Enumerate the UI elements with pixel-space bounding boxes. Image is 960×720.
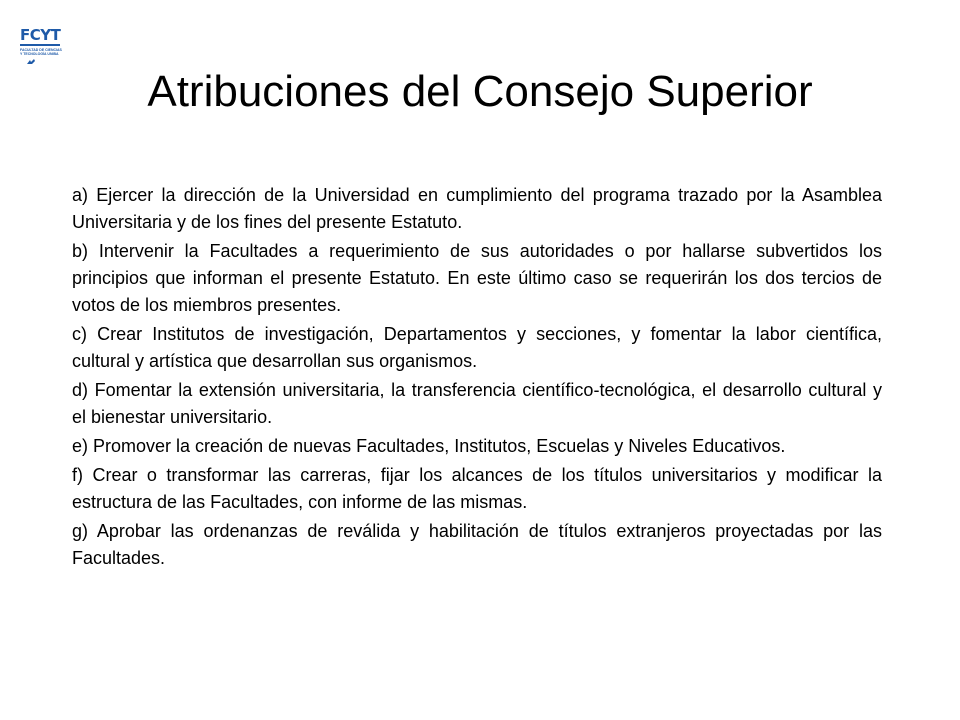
attribution-item-f: f) Crear o transformar las carreras, fijar los alcances de los títulos universitarios y modificar la estructura de las Facultades, con informe de las mismas. [72, 465, 882, 512]
attribution-item-c: c) Crear Institutos de investigación, Departamentos y secciones, y fomentar la labor científica, cultural y artística que desarrollan sus organismos. [72, 324, 882, 371]
logo-subtitle: FACULTAD DE CIENCIAS Y TECNOLOGÍA UNIBA [20, 48, 62, 56]
attributions-list [72, 182, 882, 574]
slide-title: Atribuciones del Consejo Superior [147, 67, 813, 116]
attribution-item-d: d) Fomentar la extensión universitaria, la transferencia científico-tecnológica, el desarrollo cultural y el bienestar universitario. [72, 380, 882, 427]
attribution-item-g: g) Aprobar las ordenanzas de reválida y habilitación de títulos extranjeros proyectadas por las Facultades. [72, 521, 882, 568]
logo-mark: FCYT [20, 26, 61, 44]
attribution-item-e: e) Promover la creación de nuevas Facultades, Institutos, Escuelas y Niveles Educativos. [72, 436, 786, 456]
attribution-item-a: a) Ejercer la dirección de la Universidad en cumplimiento del programa trazado por la Asamblea Universitaria y de los fines del presente Estatuto. [72, 185, 882, 232]
logo-bar [20, 44, 60, 46]
attribution-item-b: b) Intervenir la Facultades a requerimiento de sus autoridades o por hallarse subvertidos los principios que informan el presente Estatuto. En este último caso se requerirán los dos tercios de votos de los miembros presentes. [72, 241, 882, 315]
